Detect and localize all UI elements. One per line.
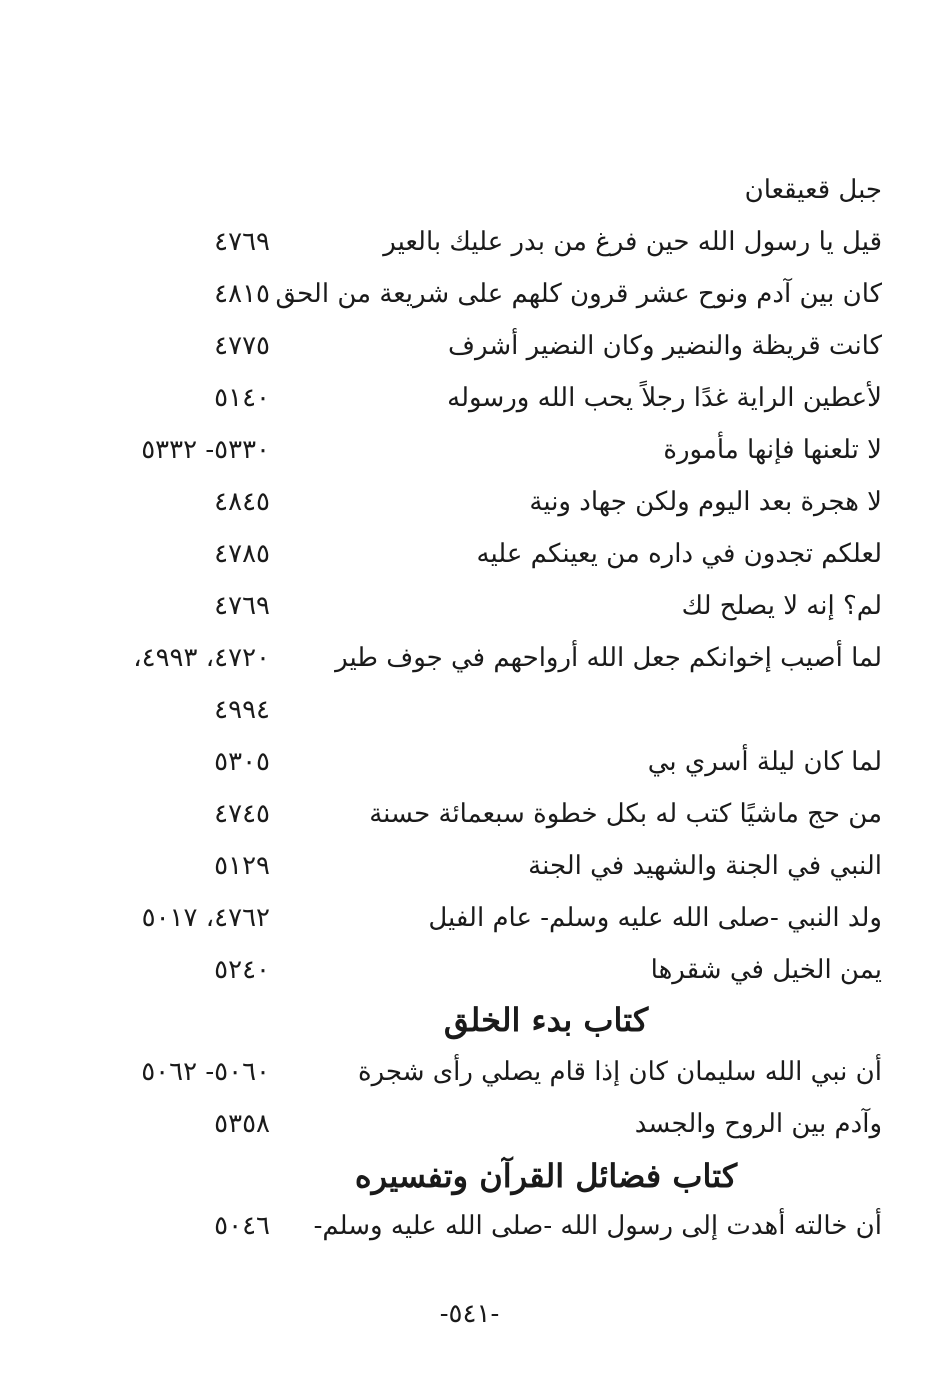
index-entry: [90, 632, 882, 684]
entry-text: النبي في الجنة والشهيد في الجنة: [528, 851, 882, 881]
index-entry: [90, 1098, 882, 1150]
entry-text: لما كان ليلة أسري بي: [647, 747, 882, 777]
index-entry: [90, 424, 882, 476]
section-title: كتاب فضائل القرآن وتفسيره: [354, 1157, 738, 1195]
entry-text: لعلكم تجدون في داره من يعينكم عليه: [476, 539, 882, 569]
index-entry: [90, 736, 882, 788]
entry-text: أن خالته أهدت إلى رسول الله -صلى الله عليه وسلم-: [313, 1211, 882, 1241]
index-entry: [90, 268, 882, 320]
index-entry: [90, 164, 882, 216]
page-number: -٥٤١-: [439, 1299, 500, 1329]
entry-ref: ٤٩٩٤: [214, 695, 270, 725]
entry-text: لما أصيب إخوانكم جعل الله أرواحهم في جوف طير: [335, 643, 882, 673]
entry-text: لم؟ إنه لا يصلح لك: [681, 591, 882, 621]
entry-ref: ٤٨٤٥: [214, 487, 270, 517]
section-heading: [90, 992, 882, 1048]
entry-ref: ٤٧٦٩: [214, 227, 270, 257]
entry-text: لا هجرة بعد اليوم ولكن جهاد ونية: [529, 487, 882, 517]
index-entry: [90, 372, 882, 424]
entry-ref: ٥٣٣٠- ٥٣٣٢: [141, 435, 270, 465]
index-entry: [90, 788, 882, 840]
entry-text: كان بين آدم ونوح عشر قرون كلهم على شريعة من الحق: [275, 279, 882, 309]
index-entry: [90, 684, 882, 736]
entry-ref: ٤٧٨٥: [214, 539, 270, 569]
entry-text: وآدم بين الروح والجسد: [634, 1109, 882, 1139]
index-entry: [90, 476, 882, 528]
entry-ref: ٤٧٤٥: [214, 799, 270, 829]
entry-ref: ٤٨١٥: [214, 279, 270, 309]
index-entry: [90, 840, 882, 892]
entry-ref: ٤٧٦٢، ٥٠١٧: [141, 903, 270, 933]
entry-text: جبل قعيقعان: [744, 175, 882, 205]
entry-ref: ٥١٤٠: [214, 383, 270, 413]
index-entry: [90, 892, 882, 944]
entry-ref: ٥٣٥٨: [214, 1109, 270, 1139]
index-entry: [90, 1046, 882, 1098]
entry-ref: ٤٧٢٠، ٤٩٩٣،: [133, 643, 270, 673]
entry-text: يمن الخيل في شقرها: [650, 955, 882, 985]
index-entry: [90, 528, 882, 580]
index-entry: [90, 580, 882, 632]
index-entry: [90, 216, 882, 268]
entry-text: ولد النبي -صلى الله عليه وسلم- عام الفيل: [428, 903, 882, 933]
entry-text: لا تلعنها فإنها مأمورة: [663, 435, 882, 465]
entry-text: لأعطين الراية غدًا رجلاً يحب الله ورسوله: [447, 383, 882, 413]
entry-ref: ٤٧٦٩: [214, 591, 270, 621]
entry-ref: ٥٢٤٠: [214, 955, 270, 985]
entry-text: كانت قريظة والنضير وكان النضير أشرف: [448, 331, 882, 361]
index-entry: [90, 1200, 882, 1252]
index-entry: [90, 944, 882, 996]
entry-ref: ٥٠٤٦: [214, 1211, 270, 1241]
entry-ref: ٥١٢٩: [214, 851, 270, 881]
section-heading: [90, 1148, 882, 1204]
section-title: كتاب بدء الخلق: [443, 1001, 649, 1039]
entry-text: قيل يا رسول الله حين فرغ من بدر عليك بالعير: [383, 227, 882, 257]
entry-ref: ٤٧٧٥: [214, 331, 270, 361]
index-entry: [90, 320, 882, 372]
entry-text: أن نبي الله سليمان كان إذا قام يصلي رأى شجرة: [357, 1057, 882, 1087]
entry-ref: ٥٠٦٠- ٥٠٦٢: [141, 1057, 270, 1087]
entry-ref: ٥٣٠٥: [214, 747, 270, 777]
entry-text: من حج ماشيًا كتب له بكل خطوة سبعمائة حسنة: [369, 799, 882, 829]
